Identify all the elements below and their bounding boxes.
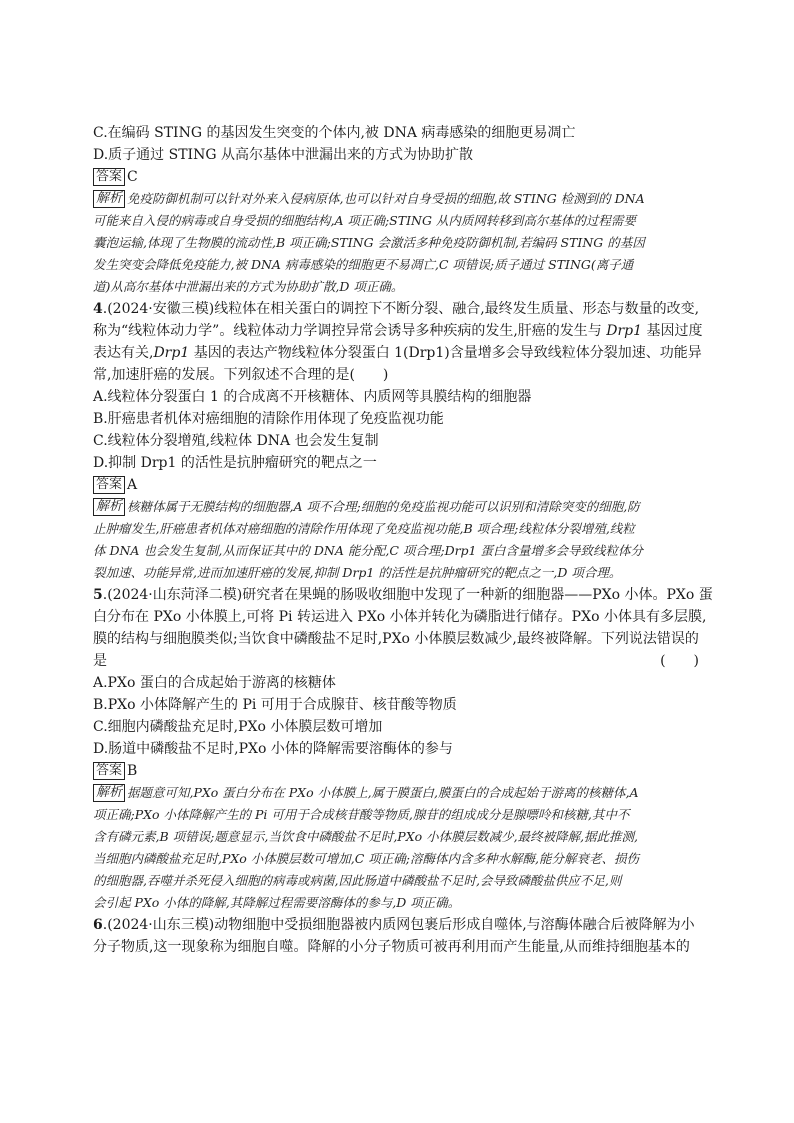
question-3 bbox=[93, 122, 701, 298]
question-stem: 白分布在 PXo 小体膜上,可将 Pi 转运进入 PXo 小体并转化为磷脂进行储存。PXo 小体具有多层膜, bbox=[93, 609, 707, 625]
question-stem: 分子物质,这一现象称为细胞自噬。降解的小分子物质可被再利用而产生能量,从而维持细胞基本的 bbox=[93, 939, 690, 955]
question-number: 5 bbox=[93, 587, 103, 603]
explanation-line: 当细胞内磷酸盐充足时,PXo 小体膜层数可增加,C 项正确;溶酶体内含多种水解酶,能分解衰老、损伤 bbox=[93, 851, 639, 866]
option-a: A.线粒体分裂蛋白 1 的合成离不开核糖体、内质网等具膜结构的细胞器 bbox=[93, 389, 532, 405]
option-c: C.在编码 STING 的基因发生突变的个体内,被 DNA 病毒感染的细胞更易凋亡 bbox=[93, 125, 576, 141]
explanation-line: 解析 据题意可知,PXo 蛋白分布在 PXo 小体膜上,属于膜蛋白,膜蛋白的合成起始于游离的核糖体,A bbox=[93, 782, 701, 804]
question-stem: 5.(2024·山东菏泽二模)研究者在果蝇的肠吸收细胞中发现了一种新的细胞器——PXo 小体。PXo 蛋 bbox=[93, 587, 713, 603]
option-d: D.抑制 Drp1 的活性是抗肿瘤研究的靶点之一 bbox=[93, 455, 377, 471]
option-b: B.PXo 小体降解产生的 Pi 可用于合成腺苷、核苷酸等物质 bbox=[93, 697, 457, 713]
explanation-line: 解析 免疫防御机制可以针对外来入侵病原体,也可以针对自身受损的细胞,故 STING 检测到的 DNA bbox=[93, 188, 701, 210]
page-content bbox=[93, 122, 713, 958]
answer-tag: 答案 bbox=[93, 476, 125, 494]
question-stem: 是 ( ) bbox=[93, 650, 701, 672]
answer-value: C bbox=[127, 169, 138, 185]
answer-row bbox=[93, 760, 701, 782]
explanation-tag: 解析 bbox=[93, 784, 125, 802]
explanation-line: 体 DNA 也会发生复制,从而保证其中的 DNA 能分配,C 项合理;Drp1 蛋白含量增多会导致线粒体分 bbox=[93, 543, 643, 558]
answer-tag: 答案 bbox=[93, 168, 125, 186]
option-c: C.细胞内磷酸盐充足时,PXo 小体膜层数可增加 bbox=[93, 719, 383, 735]
option-a: A.PXo 蛋白的合成起始于游离的核糖体 bbox=[93, 675, 336, 691]
question-stem: 膜的结构与细胞膜类似;当饮食中磷酸盐不足时,PXo 小体膜层数减少,最终被降解。下列说法错误的 bbox=[93, 631, 699, 647]
explanation-tag: 解析 bbox=[93, 190, 125, 208]
answer-row bbox=[93, 474, 701, 496]
explanation-line: 含有磷元素,B 项错误;题意显示,当饮食中磷酸盐不足时,PXo 小体膜层数减少,最终被降解,据此推测, bbox=[93, 829, 639, 844]
explanation-line: 囊泡运输,体现了生物膜的流动性,B 项正确;STING 会激活多种免疫防御机制,若编码 STING 的基因 bbox=[93, 235, 645, 250]
explanation-line: 的细胞器,吞噬并杀死侵入细胞的病毒或病菌,因此肠道中磷酸盐不足时,会导致磷酸盐供应不足,则 bbox=[93, 873, 622, 888]
explanation-line: 可能来自入侵的病毒或自身受损的细胞结构,A 项正确;STING 从内质网转移到高尔基体的过程需要 bbox=[93, 213, 636, 228]
option-d: D.质子通过 STING 从高尔基体中泄漏出来的方式为协助扩散 bbox=[93, 147, 473, 163]
question-5 bbox=[93, 584, 713, 914]
answer-value: B bbox=[127, 763, 138, 779]
question-number: 6 bbox=[93, 917, 103, 933]
option-c: C.线粒体分裂增殖,线粒体 DNA 也会发生复制 bbox=[93, 433, 379, 449]
option-b: B.肝癌患者机体对癌细胞的清除作用体现了免疫监视功能 bbox=[93, 411, 444, 427]
question-stem: 称为“线粒体动力学”。线粒体动力学调控异常会诱导多种疾病的发生,肝癌的发生与 Drp1 基因过度 bbox=[93, 323, 703, 339]
gene-name: Drp1 bbox=[153, 345, 190, 361]
question-stem: 表达有关,Drp1 基因的表达产物线粒体分裂蛋白 1(Drp1)含量增多会导致线粒体分裂加速、功能异 bbox=[93, 345, 702, 361]
answer-blank: ( ) bbox=[660, 653, 699, 669]
question-4 bbox=[93, 298, 701, 584]
explanation-line: 发生突变会降低免疫能力,被 DNA 病毒感染的细胞更不易凋亡,C 项错误;质子通过 STING(离子通 bbox=[93, 257, 634, 272]
question-stem: 常,加速肝癌的发展。下列叙述不合理的是( ) bbox=[93, 367, 389, 383]
explanation-line: 裂加速、功能异常,进而加速肝癌的发展,抑制 Drp1 的活性是抗肿瘤研究的靶点之一,D 项合理。 bbox=[93, 565, 622, 580]
explanation-line: 会引起 PXo 小体的降解,其降解过程需要溶酶体的参与,D 项正确。 bbox=[93, 895, 461, 910]
answer-tag: 答案 bbox=[93, 762, 125, 780]
explanation-line: 道)从高尔基体中泄漏出来的方式为协助扩散,D 项正确。 bbox=[93, 279, 404, 294]
explanation-tag: 解析 bbox=[93, 498, 125, 516]
explanation-line: 解析 核糖体属于无膜结构的细胞器,A 项不合理;细胞的免疫监视功能可以识别和清除突变的细胞,防 bbox=[93, 496, 701, 518]
gene-name: Drp1 bbox=[606, 323, 643, 339]
question-stem: 4.(2024·安徽三模)线粒体在相关蛋白的调控下不断分裂、融合,最终发生质量、形态与数量的改变, bbox=[93, 301, 700, 317]
question-stem: 6.(2024·山东三模)动物细胞中受损细胞器被内质网包裹后形成自噬体,与溶酶体融合后被降解为小 bbox=[93, 917, 695, 933]
question-number: 4 bbox=[93, 301, 103, 317]
answer-value: A bbox=[127, 477, 138, 493]
explanation-line: 项正确;PXo 小体降解产生的 Pi 可用于合成核苷酸等物质,腺苷的组成成分是腺嘌呤和核糖,其中不 bbox=[93, 807, 630, 822]
explanation-line: 止肿瘤发生,肝癌患者机体对癌细胞的清除作用体现了免疫监视功能,B 项合理;线粒体分裂增殖,线粒 bbox=[93, 521, 635, 536]
question-6 bbox=[93, 914, 701, 958]
answer-row bbox=[93, 166, 701, 188]
option-d: D.肠道中磷酸盐不足时,PXo 小体的降解需要溶酶体的参与 bbox=[93, 741, 453, 757]
